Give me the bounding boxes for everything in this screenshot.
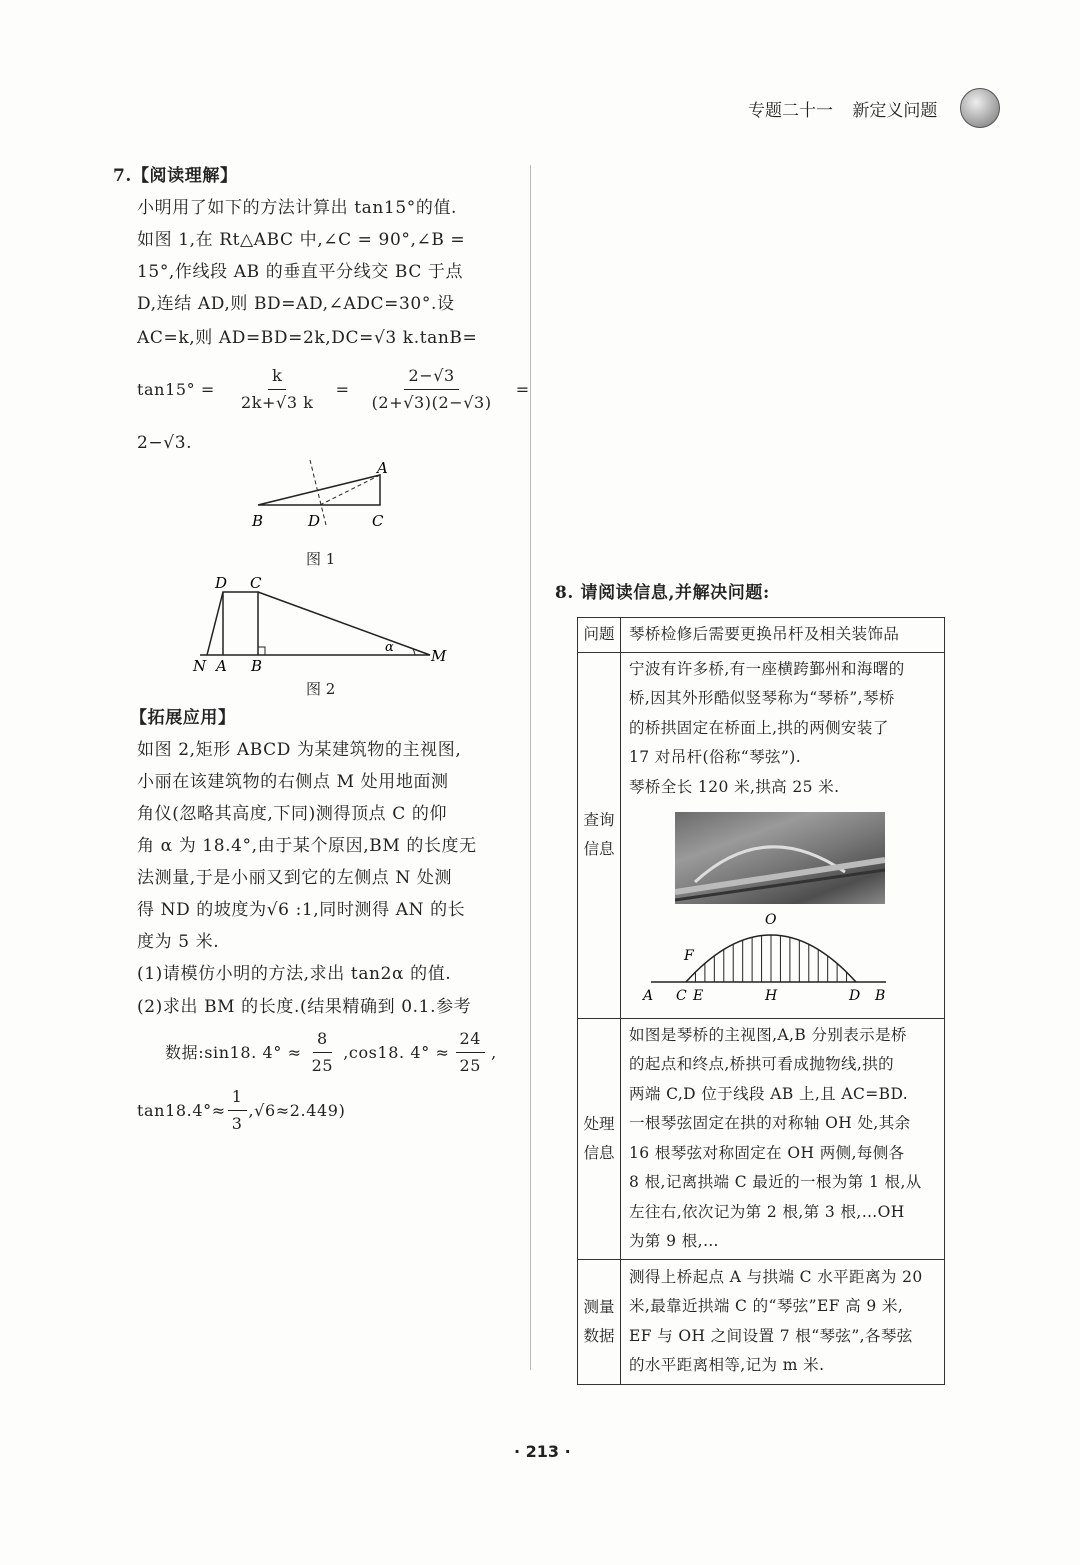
- svg-text:O: O: [765, 912, 777, 928]
- svg-text:A: A: [643, 988, 654, 1004]
- table-row: [578, 652, 945, 1018]
- q7-heading: [113, 165, 238, 187]
- svg-text:C: C: [250, 574, 262, 592]
- table-row: [578, 1018, 945, 1259]
- section-title: 【阅读理解】: [131, 166, 238, 186]
- sub-question-2: (2)求出 BM 的长度.(结果精确到 0.1.参考: [137, 997, 472, 1017]
- q7-line: 小丽在该建筑物的右侧点 M 处用地面测: [137, 772, 449, 792]
- question-number: 7.: [113, 166, 132, 186]
- row-content: 宁波有许多桥,有一座横跨鄞州和海曙的 桥,因其外形酷似竖琴称为“琴桥”,琴桥 的桥拱固定在桥面上,拱的两侧安装了 17 对吊杆(俗称“琴弦”). 琴桥全长 120 米,拱高 25 米. O F A C E H D B: [621, 652, 945, 1018]
- tan15-result: 2−√3.: [137, 433, 193, 453]
- q7-line: 如图 1,在 Rt△ABC 中,∠C = 90°,∠B =: [137, 230, 466, 250]
- svg-text:B: B: [875, 988, 886, 1004]
- svg-text:C: C: [372, 512, 384, 530]
- row-header: 问题: [578, 618, 621, 653]
- page-header: [748, 96, 937, 121]
- row-header: 处理信息: [578, 1018, 621, 1259]
- row-content: 琴桥检修后需要更换吊杆及相关装饰品: [621, 618, 945, 653]
- q8-heading: 8. 请阅读信息,并解决问题:: [555, 583, 770, 603]
- svg-text:B: B: [252, 512, 264, 530]
- q7-line: 角 α 为 18.4°,由于某个原因,BM 的长度无: [137, 836, 477, 856]
- chapter-logo-icon: [960, 88, 1000, 128]
- page-number: · 213 ·: [514, 1442, 571, 1461]
- q7-line: D,连结 AD,则 BD=AD,∠ADC=30°.设: [137, 294, 455, 314]
- q7-line: 角仪(忽略其高度,下同)测得顶点 C 的仰: [137, 804, 448, 824]
- sub-question-1: (1)请模仿小明的方法,求出 tan2α 的值.: [137, 964, 452, 984]
- svg-text:F: F: [684, 948, 695, 964]
- chapter-subtitle: 新定义问题: [852, 101, 938, 121]
- svg-text:H: H: [765, 988, 778, 1004]
- svg-text:A: A: [216, 657, 227, 675]
- tan15-formula: tan15° = $\frac{k}{2k+√3 k}$ = $\frac{2-√3}{(2+√3)(2-√3)}$ =: [137, 366, 530, 412]
- info-table: [577, 617, 945, 1385]
- chapter-title: 专题二十一: [748, 101, 833, 121]
- figure-1: [240, 455, 410, 540]
- q7-line: 法测量,于是小丽又到它的左侧点 N 处测: [137, 868, 453, 888]
- reference-data: 数据:sin18. 4° ≈ $\frac{8}{25}$ ,cos18. 4° ≈ $\frac{24}{25}$ ,: [165, 1029, 497, 1075]
- section-extension-title: 【拓展应用】: [130, 708, 236, 728]
- svg-text:α: α: [385, 640, 394, 655]
- q7-line: 小明用了如下的方法计算出 tan15°的值.: [137, 198, 458, 218]
- svg-text:N: N: [193, 657, 207, 675]
- table-row: [578, 1259, 945, 1384]
- q7-line: 度为 5 米.: [137, 932, 220, 952]
- svg-text:E: E: [693, 988, 704, 1004]
- svg-text:D: D: [308, 512, 321, 530]
- q7-line: 如图 2,矩形 ABCD 为某建筑物的主视图,: [137, 740, 462, 760]
- bridge-photo: [675, 812, 885, 904]
- q7-line: 15°,作线段 AB 的垂直平分线交 BC 于点: [137, 262, 464, 282]
- q7-line: AC=k,则 AD=BD=2k,DC=√3 k.tanB=: [137, 328, 478, 348]
- reference-data-2: tan18.4°≈ $\frac{1}{3}$ ,√6≈2.449): [137, 1087, 346, 1133]
- svg-text:D: D: [215, 574, 228, 592]
- row-header: 查询信息: [578, 652, 621, 1018]
- svg-text:C: C: [676, 988, 688, 1004]
- svg-text:A: A: [377, 459, 388, 477]
- svg-text:D: D: [849, 988, 861, 1004]
- figure-2: [185, 572, 455, 677]
- row-header: 测量数据: [578, 1259, 621, 1384]
- q7-line: 得 ND 的坡度为√6 :1,同时测得 AN 的长: [137, 900, 466, 920]
- figure-2-caption: 图 2: [306, 680, 336, 698]
- column-divider: [530, 165, 531, 1370]
- table-row: [578, 618, 945, 653]
- svg-text:M: M: [431, 647, 447, 665]
- bridge-diagram: [631, 910, 901, 1005]
- figure-1-caption: 图 1: [306, 550, 336, 568]
- svg-text:B: B: [251, 657, 263, 675]
- row-content: 测得上桥起点 A 与拱端 C 水平距离为 20 米,最靠近拱端 C 的“琴弦”EF 高 9 米, EF 与 OH 之间设置 7 根“琴弦”,各琴弦 的水平距离相等,记为 m 米.: [621, 1259, 945, 1384]
- row-content: 如图是琴桥的主视图,A,B 分别表示是桥 的起点和终点,桥拱可看成抛物线,拱的 两端 C,D 位于线段 AB 上,且 AC=BD. 一根琴弦固定在拱的对称轴 OH 处,其余 16 根琴弦对称固定在 OH 两侧,每侧各 8 根,记离拱端 C 最近的一根为第 1 根,从 左往右,依次记为第 2 根,第 3 根,…OH 为第 9 根,…: [621, 1018, 945, 1259]
